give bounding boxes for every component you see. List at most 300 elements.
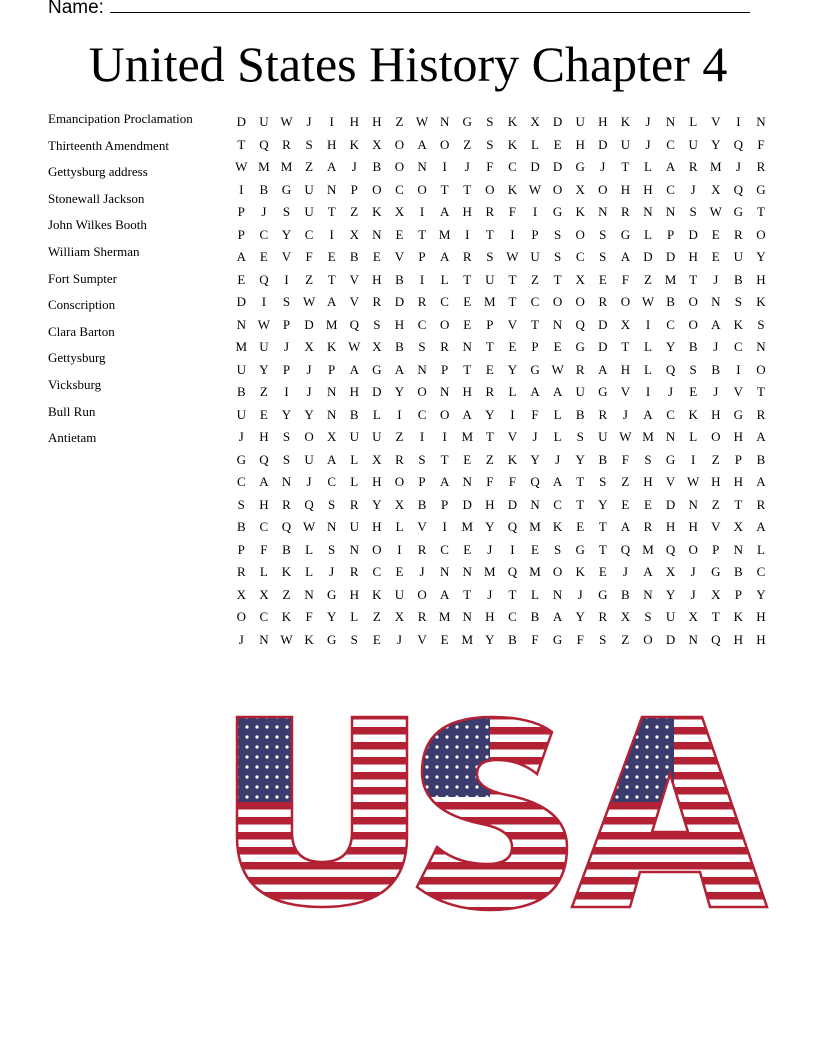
- grid-letter: M: [325, 316, 338, 332]
- grid-letter: H: [575, 136, 585, 152]
- grid-letter: P: [282, 361, 291, 377]
- grid-letter: R: [734, 226, 743, 242]
- grid-letter: C: [440, 294, 449, 309]
- grid-letter: V: [394, 249, 405, 264]
- grid-letter: R: [598, 609, 608, 624]
- grid-letter: A: [552, 609, 563, 624]
- grid-letter: T: [756, 204, 765, 219]
- grid-row: [230, 336, 772, 359]
- grid-letter: L: [350, 451, 359, 467]
- grid-letter: U: [665, 609, 676, 624]
- grid-letter: L: [531, 586, 539, 602]
- grid-letter: L: [644, 361, 652, 377]
- grid-letter: E: [553, 339, 562, 354]
- grid-letter: G: [733, 204, 744, 219]
- grid-letter: Q: [665, 361, 676, 377]
- grid-letter: Y: [575, 609, 585, 624]
- grid-letter: I: [284, 271, 289, 287]
- grid-letter: H: [349, 586, 359, 602]
- grid-letter: O: [688, 316, 698, 332]
- word-list-item: William Sherman: [48, 243, 140, 259]
- word-list-item: Gettysburg address: [48, 164, 148, 180]
- name-underline[interactable]: [110, 0, 750, 13]
- grid-letter: I: [239, 181, 244, 197]
- grid-letter: X: [711, 181, 721, 197]
- grid-letter: I: [442, 159, 447, 174]
- grid-letter: M: [642, 541, 654, 557]
- grid-letter: Y: [281, 406, 292, 422]
- grid-letter: R: [462, 249, 472, 264]
- grid-letter: V: [665, 474, 676, 489]
- grid-letter: S: [237, 496, 245, 512]
- grid-letter: P: [531, 226, 539, 242]
- grid-letter: U: [575, 114, 585, 129]
- grid-letter: Y: [711, 136, 721, 152]
- grid-letter: N: [552, 586, 563, 602]
- grid-letter: J: [306, 361, 312, 377]
- grid-letter: N: [598, 204, 608, 219]
- grid-letter: K: [688, 406, 698, 422]
- word-list-item: Clara Barton: [48, 323, 115, 339]
- grid-letter: P: [350, 181, 358, 197]
- grid-letter: P: [734, 586, 742, 602]
- grid-letter: G: [620, 226, 631, 242]
- grid-letter: H: [462, 384, 472, 399]
- grid-letter: B: [282, 541, 291, 557]
- grid-letter: D: [665, 631, 676, 647]
- grid-letter: C: [666, 316, 675, 332]
- grid-letter: Y: [575, 451, 585, 467]
- grid-letter: B: [688, 339, 698, 354]
- grid-letter: N: [688, 631, 698, 647]
- grid-letter: R: [756, 159, 766, 174]
- grid-letter: Y: [485, 631, 495, 647]
- grid-letter: A: [756, 474, 766, 489]
- grid-letter: H: [733, 474, 744, 489]
- grid-letter: G: [326, 586, 337, 602]
- grid-letter: W: [257, 316, 271, 332]
- grid-letter: R: [282, 496, 291, 512]
- grid-letter: T: [621, 159, 630, 174]
- grid-letter: S: [328, 496, 336, 512]
- grid-letter: H: [372, 271, 382, 287]
- grid-letter: P: [734, 451, 742, 467]
- grid-letter: G: [665, 451, 676, 467]
- grid-letter: Q: [733, 181, 744, 197]
- grid-letter: O: [304, 429, 314, 444]
- grid-letter: I: [419, 271, 425, 287]
- grid-letter: I: [397, 541, 402, 557]
- grid-letter: N: [326, 181, 337, 197]
- grid-letter: U: [394, 586, 405, 602]
- grid-letter: Z: [259, 384, 268, 399]
- grid-letter: G: [552, 631, 563, 647]
- grid-letter: N: [462, 339, 472, 354]
- grid-letter: G: [711, 564, 721, 579]
- grid-letter: Z: [463, 136, 472, 152]
- grid-letter: H: [259, 496, 269, 512]
- grid-letter: X: [665, 564, 676, 579]
- grid-letter: A: [349, 361, 359, 377]
- grid-letter: B: [395, 271, 404, 287]
- grid-letter: I: [532, 204, 538, 219]
- name-field[interactable]: [48, 0, 748, 20]
- grid-letter: D: [236, 294, 246, 309]
- grid-letter: P: [486, 316, 494, 332]
- grid-letter: A: [756, 429, 766, 444]
- grid-letter: N: [439, 564, 450, 579]
- grid-letter: G: [575, 339, 585, 354]
- grid-letter: S: [373, 316, 381, 332]
- grid-letter: G: [598, 586, 608, 602]
- grid-letter: B: [417, 496, 427, 512]
- grid-letter: C: [440, 541, 449, 557]
- grid-letter: C: [417, 406, 427, 422]
- grid-letter: T: [485, 226, 494, 242]
- grid-letter: B: [395, 339, 404, 354]
- grid-row: [230, 471, 772, 494]
- grid-letter: S: [553, 226, 562, 242]
- grid-letter: A: [620, 519, 631, 534]
- grid-letter: X: [349, 226, 359, 242]
- grid-letter: L: [756, 541, 765, 557]
- grid-letter: G: [552, 204, 563, 219]
- grid-letter: B: [734, 564, 743, 579]
- grid-letter: G: [462, 114, 472, 129]
- grid-letter: T: [598, 519, 607, 534]
- grid-letter: A: [417, 136, 427, 152]
- grid-letter: Y: [756, 249, 766, 264]
- grid-letter: R: [417, 609, 427, 624]
- grid-letter: U: [620, 136, 631, 152]
- grid-letter: J: [690, 181, 696, 197]
- word-list-item: Gettysburg: [48, 350, 106, 366]
- grid-letter: N: [304, 586, 314, 602]
- grid-letter: E: [463, 294, 472, 309]
- grid-letter: D: [665, 496, 676, 512]
- grid-letter: X: [372, 339, 382, 354]
- grid-letter: Q: [530, 474, 540, 489]
- grid-letter: Q: [507, 519, 518, 534]
- grid-letter: H: [756, 609, 766, 624]
- grid-letter: R: [756, 406, 766, 422]
- grid-letter: N: [281, 474, 292, 489]
- grid-letter: S: [734, 294, 742, 309]
- grid-letter: C: [327, 474, 336, 489]
- grid-letter: A: [643, 406, 653, 422]
- grid-letter: S: [305, 136, 313, 152]
- grid-letter: W: [280, 114, 293, 129]
- grid-letter: W: [687, 474, 700, 489]
- grid-row: [230, 224, 772, 247]
- grid-letter: N: [417, 361, 427, 377]
- grid-letter: M: [664, 271, 677, 287]
- grid-letter: A: [394, 361, 405, 377]
- grid-letter: U: [372, 429, 382, 444]
- grid-letter: V: [733, 384, 744, 399]
- grid-letter: J: [555, 451, 561, 467]
- grid-letter: O: [688, 541, 698, 557]
- grid-letter: P: [531, 339, 539, 354]
- grid-letter: N: [326, 384, 337, 399]
- grid-letter: W: [302, 294, 316, 309]
- grid-letter: E: [372, 631, 381, 647]
- grid-letter: U: [733, 249, 744, 264]
- grid-letter: M: [235, 339, 248, 354]
- grid-letter: O: [372, 541, 382, 557]
- grid-letter: O: [575, 226, 585, 242]
- grid-letter: X: [394, 609, 405, 624]
- grid-letter: Y: [507, 361, 518, 377]
- grid-letter: D: [598, 136, 608, 152]
- grid-letter: P: [441, 496, 449, 512]
- word-list-item: Fort Sumpter: [48, 270, 117, 286]
- grid-letter: N: [711, 294, 721, 309]
- grid-letter: A: [236, 249, 246, 264]
- grid-letter: R: [417, 294, 427, 309]
- grid-letter: H: [372, 474, 382, 489]
- grid-letter: C: [417, 316, 427, 332]
- grid-letter: O: [394, 136, 405, 152]
- grid-letter: X: [236, 586, 246, 602]
- grid-letter: O: [417, 586, 427, 602]
- grid-letter: J: [419, 564, 425, 579]
- grid-letter: G: [326, 631, 337, 647]
- grid-letter: N: [439, 384, 450, 399]
- grid-letter: J: [622, 564, 628, 579]
- grid-letter: I: [329, 226, 334, 242]
- grid-letter: M: [258, 159, 270, 174]
- grid-letter: P: [237, 541, 245, 557]
- grid-letter: J: [238, 631, 244, 647]
- grid-letter: S: [599, 474, 607, 489]
- grid-letter: H: [485, 609, 495, 624]
- grid-letter: J: [351, 159, 357, 174]
- grid-letter: S: [350, 631, 358, 647]
- grid-letter: O: [620, 294, 631, 309]
- grid-letter: C: [553, 496, 562, 512]
- grid-letter: I: [419, 204, 425, 219]
- grid-letter: K: [507, 114, 518, 129]
- grid-letter: A: [326, 451, 337, 467]
- grid-letter: A: [598, 361, 608, 377]
- grid-letter: A: [326, 294, 337, 309]
- grid-letter: S: [418, 451, 426, 467]
- grid-letter: Y: [530, 451, 540, 467]
- grid-letter: I: [465, 226, 470, 242]
- grid-letter: L: [689, 114, 698, 129]
- grid-letter: B: [259, 181, 269, 197]
- grid-letter: Y: [665, 339, 676, 354]
- grid-letter: N: [643, 204, 653, 219]
- grid-letter: X: [372, 136, 382, 152]
- grid-letter: E: [711, 226, 720, 242]
- grid-letter: Q: [711, 631, 721, 647]
- grid-letter: P: [328, 361, 336, 377]
- grid-letter: S: [599, 226, 607, 242]
- grid-letter: F: [621, 271, 629, 287]
- grid-letter: I: [261, 294, 267, 309]
- grid-letter: B: [349, 406, 359, 422]
- grid-row: [230, 584, 772, 607]
- grid-letter: W: [528, 181, 542, 197]
- grid-letter: I: [397, 406, 402, 422]
- grid-letter: M: [461, 519, 474, 534]
- grid-letter: G: [756, 181, 766, 197]
- grid-letter: E: [553, 136, 562, 152]
- grid-letter: J: [306, 114, 312, 129]
- grid-letter: M: [529, 519, 541, 534]
- grid-letter: E: [372, 249, 381, 264]
- grid-letter: X: [711, 586, 721, 602]
- grid-letter: E: [463, 541, 472, 557]
- grid-letter: Z: [621, 474, 630, 489]
- grid-letter: Y: [304, 406, 314, 422]
- grid-letter: B: [372, 159, 382, 174]
- grid-letter: J: [713, 271, 719, 287]
- grid-letter: Z: [644, 271, 652, 287]
- grid-letter: F: [621, 451, 629, 467]
- grid-letter: U: [485, 271, 495, 287]
- grid-letter: B: [666, 294, 675, 309]
- grid-letter: Z: [711, 451, 720, 467]
- grid-letter: U: [259, 339, 269, 354]
- grid-letter: M: [280, 159, 293, 174]
- grid-letter: L: [508, 384, 517, 399]
- grid-letter: B: [575, 406, 585, 422]
- grid-letter: T: [508, 294, 517, 309]
- grid-letter: P: [441, 361, 449, 377]
- grid-letter: T: [508, 271, 517, 287]
- grid-letter: Z: [305, 271, 314, 287]
- grid-letter: E: [576, 519, 585, 534]
- grid-letter: Y: [281, 226, 292, 242]
- grid-letter: E: [259, 406, 268, 422]
- word-list-item: Antietam: [48, 430, 97, 446]
- grid-letter: R: [485, 204, 495, 219]
- grid-letter: T: [689, 271, 698, 287]
- grid-letter: G: [530, 361, 540, 377]
- grid-letter: S: [644, 609, 652, 624]
- grid-letter: K: [281, 564, 292, 579]
- grid-letter: K: [372, 586, 382, 602]
- grid-letter: A: [530, 384, 540, 399]
- grid-letter: O: [552, 564, 563, 579]
- grid-letter: T: [576, 474, 585, 489]
- grid-letter: V: [507, 429, 518, 444]
- grid-letter: F: [757, 136, 765, 152]
- grid-letter: L: [440, 271, 449, 287]
- grid-letter: A: [552, 384, 563, 399]
- grid-letter: C: [666, 406, 675, 422]
- grid-letter: Z: [350, 204, 359, 219]
- grid-letter: J: [238, 429, 244, 444]
- grid-letter: T: [327, 271, 336, 287]
- grid-letter: J: [261, 204, 267, 219]
- grid-letter: T: [598, 541, 607, 557]
- grid-letter: R: [395, 451, 404, 467]
- grid-letter: J: [645, 136, 651, 152]
- grid-letter: D: [236, 114, 246, 129]
- grid-letter: L: [531, 136, 539, 152]
- grid-letter: W: [302, 519, 316, 534]
- grid-letter: A: [643, 564, 653, 579]
- grid-letter: N: [326, 519, 337, 534]
- grid-letter: K: [507, 451, 518, 467]
- grid-letter: R: [349, 496, 359, 512]
- grid-letter: O: [643, 631, 653, 647]
- grid-letter: T: [327, 204, 336, 219]
- grid-letter: O: [439, 316, 450, 332]
- grid-letter: V: [281, 249, 292, 264]
- grid-letter: X: [688, 609, 698, 624]
- grid-letter: K: [507, 181, 518, 197]
- grid-letter: L: [259, 564, 268, 579]
- grid-letter: A: [326, 159, 337, 174]
- grid-letter: Q: [665, 541, 676, 557]
- grid-letter: T: [485, 429, 494, 444]
- grid-letter: U: [304, 181, 314, 197]
- grid-letter: M: [461, 631, 474, 647]
- grid-letter: V: [349, 271, 359, 287]
- grid-letter: L: [350, 609, 359, 624]
- grid-letter: N: [259, 631, 269, 647]
- grid-letter: H: [643, 474, 653, 489]
- grid-letter: I: [442, 519, 447, 534]
- grid-letter: T: [621, 339, 630, 354]
- grid-letter: P: [418, 249, 426, 264]
- grid-letter: A: [462, 406, 472, 422]
- grid-letter: T: [237, 136, 246, 152]
- grid-letter: M: [709, 159, 722, 174]
- grid-letter: B: [756, 451, 766, 467]
- grid-letter: H: [372, 519, 382, 534]
- grid-letter: B: [236, 519, 246, 534]
- grid-letter: V: [349, 294, 359, 309]
- grid-letter: M: [642, 429, 654, 444]
- grid-letter: M: [438, 609, 451, 624]
- grid-letter: V: [417, 631, 427, 647]
- grid-letter: C: [666, 136, 675, 152]
- grid-letter: E: [463, 316, 472, 332]
- grid-row: [230, 606, 772, 629]
- grid-letter: G: [733, 406, 744, 422]
- grid-letter: Z: [372, 609, 381, 624]
- grid-letter: H: [756, 271, 766, 287]
- grid-letter: E: [689, 384, 698, 399]
- grid-letter: H: [620, 181, 631, 197]
- grid-letter: Q: [733, 136, 744, 152]
- grid-letter: Y: [394, 384, 405, 399]
- grid-letter: M: [529, 564, 541, 579]
- grid-letter: N: [530, 496, 540, 512]
- grid-letter: E: [711, 249, 720, 264]
- grid-letter: K: [733, 609, 744, 624]
- grid-letter: C: [395, 181, 404, 197]
- grid-letter: P: [237, 226, 245, 242]
- grid-letter: A: [439, 586, 450, 602]
- grid-letter: A: [439, 249, 450, 264]
- grid-letter: S: [553, 249, 562, 264]
- grid-letter: N: [665, 114, 676, 129]
- grid-letter: O: [439, 136, 450, 152]
- grid-letter: K: [372, 204, 382, 219]
- grid-letter: A: [620, 249, 631, 264]
- word-list: [48, 110, 193, 456]
- grid-letter: U: [304, 451, 314, 467]
- grid-letter: J: [532, 429, 538, 444]
- grid-letter: E: [508, 339, 517, 354]
